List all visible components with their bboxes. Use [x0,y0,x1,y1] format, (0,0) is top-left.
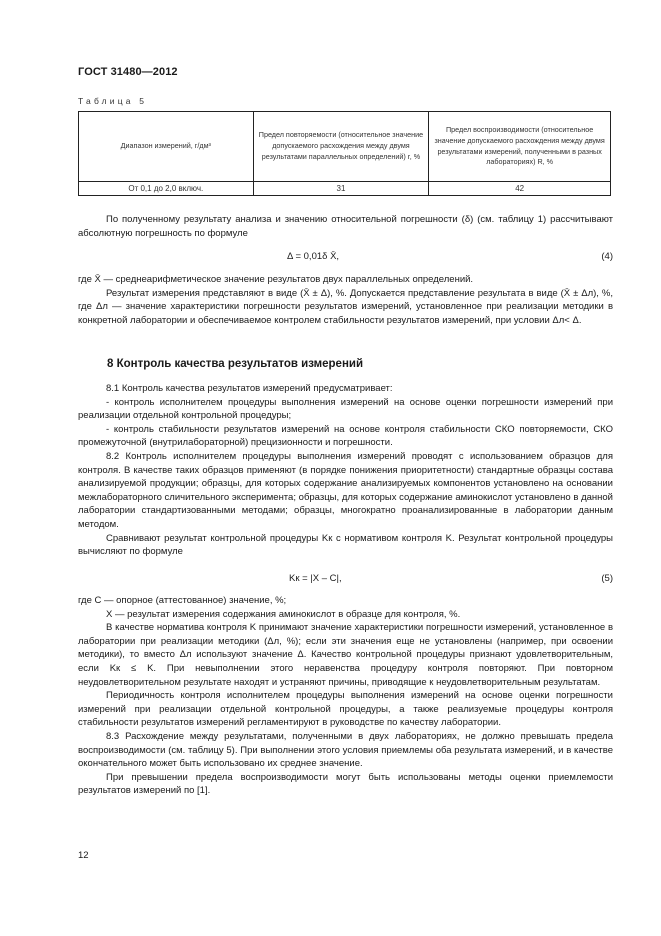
formula-5: Kк = |X – C|, [289,573,342,584]
table-caption: Таблица 5 [78,96,148,106]
paragraph: При превышении предела воспроизводимости могут быть использованы методы оценки приемлемости результатов измерений по [1]. [78,771,613,797]
paragraph: где C — опорное (аттестованное) значение, %; [78,595,287,606]
paragraph: Периодичность контроля исполнителем процедуры выполнения измерений на основе оценки погрешности измерений при реализации отдельной контрольной процедуры, а также реализуемые процедуры контроля стабильности результатов измерений регламентируют в руководстве по качеству лаборатории. [78,690,613,729]
paragraph-block-4 [78,594,613,798]
table-header-repeatability: Предел повторяемости (относительное значение допускаемого расхождения между двумя результатами параллельных определений) r, % [253,112,429,182]
paragraph: 8.1 Контроль качества результатов измерений предусматривает: [106,383,393,394]
table-row [79,182,611,196]
paragraph: X — результат измерения содержания аминокислот в образце для контроля, %. [106,608,461,620]
table-header-range: Диапазон измерений, г/дм³ [79,112,254,182]
paragraph: В качестве норматива контроля K принимают значение характеристики погрешности измерений, установленное в лаборатории при реализации методики (Δл, %); если эти значения еще не установлены (например, при освоении методики), то вместо Δл используют значение Δ. Качество контрольной процедуры признают удовлетворительным, если Kк ≤ K. При невыполнении этого неравенства процедуру контроля повторяют. При повторном неудовлетворительном результате находят и устраняют причины, приводящие к неудовлетворительным результатам. [78,622,613,688]
paragraph: Сравнивают результат контрольной процедуры Kк с нормативом контроля K. Результат контрольной процедуры вычисляют по формуле [78,532,613,558]
paragraph-block-1 [78,213,613,240]
table-cell-R: 42 [429,182,611,196]
table-cell-range: От 0,1 до 2,0 включ. [79,182,254,196]
paragraph-block-2 [78,273,613,327]
section-heading: 8 Контроль качества результатов измерений [107,358,364,370]
paragraph: Результат измерения представляют в виде (X̄ ± Δ), %. Допускается представление результата в виде (X̄ ± Δл), %, где Δл — значение характеристики погрешности результатов измерений, установленное при реализации методики в конкретной лаборатории и обеспечиваемое контролем стабильности результатов измерений, при условии Δл< Δ. [78,287,613,326]
formula-4: Δ = 0,01δ X̄, [287,251,340,262]
table-header-reproducibility: Предел воспроизводимости (относительное значение допускаемого расхождения между двумя результатами измерений, полученными в разных лабораториях) R, % [429,112,611,182]
document-header: ГОСТ 31480—2012 [78,66,178,78]
paragraph: 8.3 Расхождение между результатами, полученными в двух лабораториях, не должно превышать предела воспроизводимости (см. таблицу 5). При выполнении этого условия приемлемы оба результата измерений, и в качестве окончательного может быть использовано их среднее значение. [78,730,613,770]
table-header-row [79,112,611,182]
paragraph: - контроль исполнителем процедуры выполнения измерений на основе оценки погрешности измерений при реализации отдельной контрольной процедуры; [78,396,613,422]
page-number: 12 [78,850,89,861]
paragraph-block-3 [78,382,613,559]
formula-4-number: (4) [601,251,613,262]
table-cell-r: 31 [253,182,429,196]
paragraph: 8.2 Контроль исполнителем процедуры выполнения измерений проводят с использованием образцов для контроля. В качестве таких образцов применяют (в порядке понижения приоритетности) стандартные образцы состава анализируемой продукции; образцы, для которых содержание анализируемых компонентов установлено на основании межлабораторного сличительного эксперимента; образцы, для которых содержание аминокислот установлено в данной лаборатории стандартизованными методами; образцы, многократно проанализированные в лаборатории данным методом. [78,450,613,530]
paragraph: По полученному результату анализа и значению относительной погрешности (δ) (см. таблицу 1) рассчитывают абсолютную погрешность по формуле [78,214,613,239]
paragraph: - контроль стабильности результатов измерений на основе контроля стабильности СКО повторяемости, СКО промежуточной (внутрилабораторной) прецизионности и погрешности. [78,423,613,449]
formula-5-number: (5) [601,573,613,584]
limits-table [78,111,611,196]
paragraph: где X̄ — среднеарифметическое значение результатов двух параллельных определений. [78,274,474,285]
